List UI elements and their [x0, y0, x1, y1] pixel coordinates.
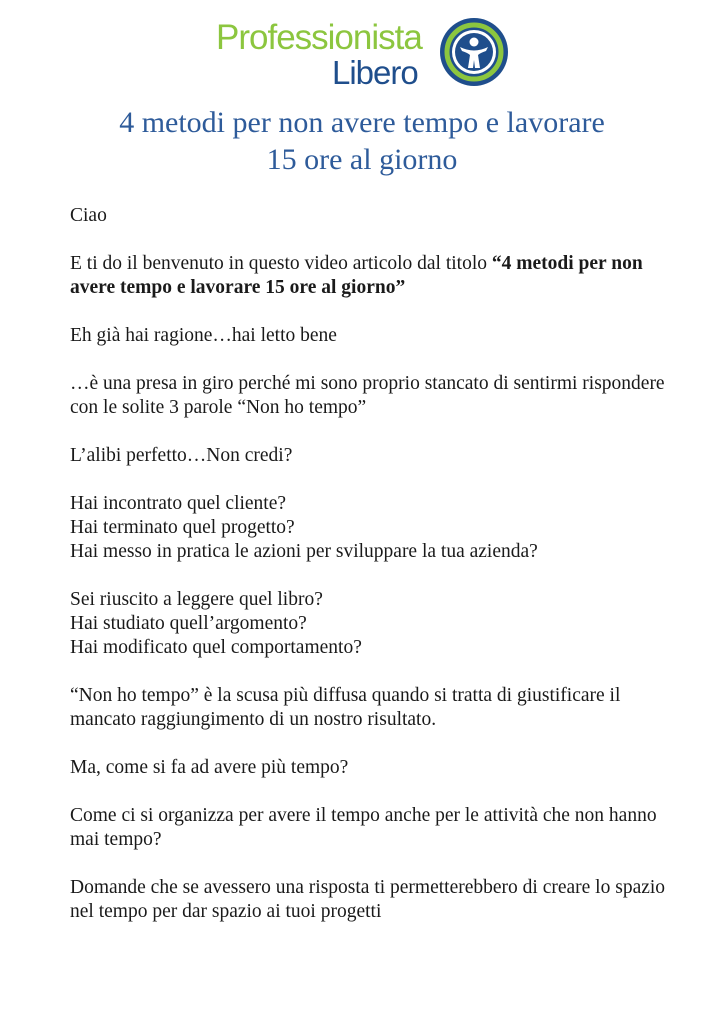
title-line-1: 4 metodi per non avere tempo e lavorare: [119, 106, 605, 139]
paragraph-10: Come ci si organizza per avere il tempo anche per le attività che non hanno mai tempo?: [70, 805, 657, 850]
logo-text-professionista: Professionista: [216, 18, 422, 57]
logo: [216, 14, 516, 90]
paragraph-8: “Non ho tempo” è la scusa più diffusa quando si tratta di giustificare il mancato raggiungimento di un nostro risultato.: [70, 685, 621, 730]
question-line: Hai studiato quell’argomento?: [70, 613, 307, 634]
paragraph-greeting: Ciao: [70, 205, 107, 226]
question-line: Hai terminato quel progetto?: [70, 517, 295, 538]
question-line: Hai incontrato quel cliente?: [70, 493, 287, 514]
logo-text-libero: Libero: [332, 54, 418, 91]
paragraph-9: Ma, come si fa ad avere più tempo?: [70, 757, 349, 778]
question-line: Hai modificato quel comportamento?: [70, 637, 362, 658]
page-title: [40, 104, 684, 178]
question-line: Hai messo in pratica le azioni per sviluppare la tua azienda?: [70, 541, 538, 562]
question-line: Sei riuscito a leggere quel libro?: [70, 589, 323, 610]
paragraph-welcome: [70, 252, 670, 300]
document-body: [70, 204, 670, 948]
paragraph-11: Domande che se avessero una risposta ti permetterebbero di creare lo spazio nel tempo per dar spazio ai tuoi progetti: [70, 877, 666, 922]
paragraph-questions-2: [70, 588, 670, 660]
person-circle-icon: [436, 14, 512, 90]
paragraph-questions-1: [70, 492, 670, 564]
paragraph-4: …è una presa in giro perché mi sono proprio stancato di sentirmi rispondere con le solite 3 parole “Non ho tempo”: [70, 373, 665, 418]
paragraph-5: L’alibi perfetto…Non credi?: [70, 445, 293, 466]
welcome-text: E ti do il benvenuto in questo video articolo dal titolo: [70, 253, 492, 274]
paragraph-3: Eh già hai ragione…hai letto bene: [70, 325, 337, 346]
welcome-bold-title: “4 metodi per non avere tempo e lavorare 15 ore al giorno”: [70, 253, 643, 298]
title-line-2: 15 ore al giorno: [266, 143, 458, 176]
